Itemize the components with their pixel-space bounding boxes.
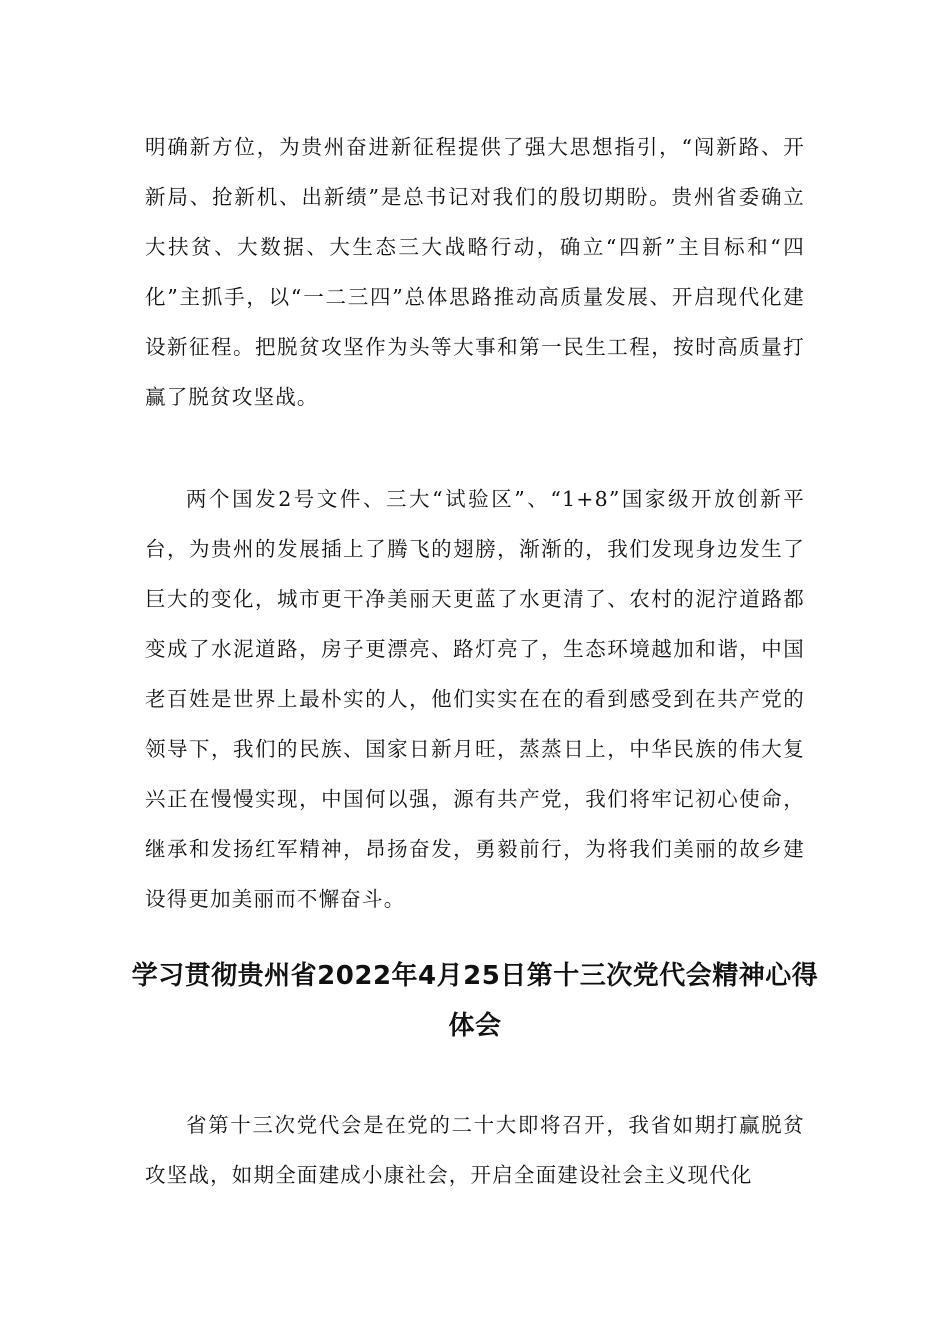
body-paragraph: 两个国发2号文件、三大“试验区”、“1+8”国家级开放创新平台，为贵州的发展插上了腾飞的翅膀，渐渐的，我们发现身边发生了巨大的变化，城市更干净美丽天更蓝了水更清了、农村的泥泞道路都变成了水泥道路，房子更漂亮、路灯亮了，生态环境越加和谐，中国老百姓是世界上最朴实的人，他们实实在在的看到感受到在共产党的领导下，我们的民族、国家日新月旺，蒸蒸日上，中华民族的伟大复兴正在慢慢实现，中国何以强，源有共产党，我们将牢记初心使命，继承和发扬红军精神，昂扬奋发，勇毅前行，为将我们美丽的故乡建设得更加美丽而不懈奋斗。 bbox=[145, 487, 805, 911]
body-paragraph: 省第十三次党代会是在党的二十大即将召开，我省如期打赢脱贫攻坚战，如期全面建成小康社会，开启全面建设社会主义现代化 bbox=[145, 1113, 805, 1187]
body-paragraph-continued: 明确新方位，为贵州奋进新征程提供了强大思想指引，“闯新路、开新局、抢新机、出新绩”是总书记对我们的殷切期盼。贵州省委确立大扶贫、大数据、大生态三大战略行动，确立“四新”主目标和“四化”主抓手，以“一二三四”总体思路推动高质量发展、开启现代化建设新征程。把脱贫攻坚作为头等大事和第一民生工程，按时高质量打赢了脱贫攻坚战。 bbox=[145, 135, 805, 409]
section-heading: 学习贯彻贵州省2022年4月25日第十三次党代会精神心得体会 bbox=[131, 961, 819, 1041]
